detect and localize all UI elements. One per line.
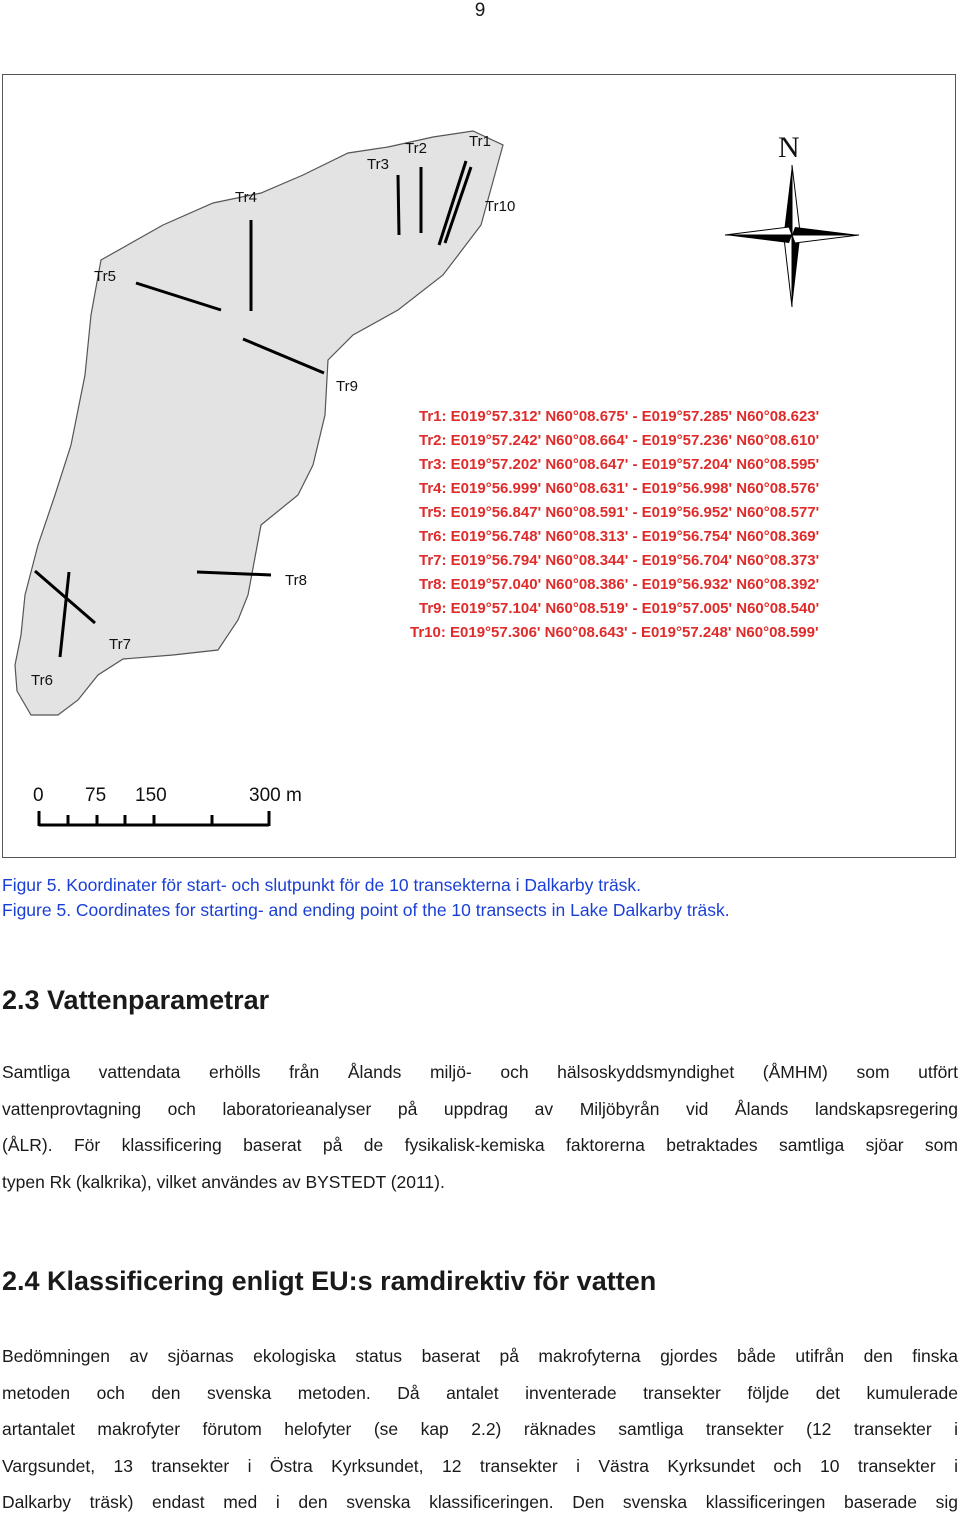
paragraph-line: Samtliga vattendata erhölls från Ålands miljö- och hälsoskyddsmyndighet (ÅMHM) som utfört: [2, 1062, 958, 1082]
coord-tr10: Tr10: E019°57.306' N60°08.643' - E019°57.248' N60°08.599': [410, 624, 819, 641]
coord-tr7: Tr7: E019°56.794' N60°08.344' - E019°56.704' N60°08.373': [419, 552, 820, 569]
section-2-4-paragraph: [2, 1338, 958, 1521]
label-tr10: Tr10: [485, 198, 516, 215]
coord-tr5: Tr5: E019°56.847' N60°08.591' - E019°56.952' N60°08.577': [419, 504, 820, 521]
north-label: N: [778, 131, 800, 164]
label-tr5: Tr5: [94, 268, 116, 285]
coord-tr6: Tr6: E019°56.748' N60°08.313' - E019°56.754' N60°08.369': [419, 528, 820, 545]
coord-tr9: Tr9: E019°57.104' N60°08.519' - E019°57.005' N60°08.540': [419, 600, 820, 617]
paragraph-line: Dalkarby träsk) endast med i den svenska klassificeringen. Den svenska klassificeringen baserade sig: [2, 1492, 958, 1513]
scale-bar: [33, 785, 302, 826]
paragraph-line: typen Rk (kalkrika), vilket användes av BYSTEDT (2011).: [2, 1171, 445, 1192]
scale-label-0: 0: [33, 785, 44, 806]
label-tr4: Tr4: [235, 189, 257, 206]
label-tr6: Tr6: [31, 672, 53, 689]
coord-tr3: Tr3: E019°57.202' N60°08.647' - E019°57.204' N60°08.595': [419, 456, 820, 473]
transect-line-tr3: [398, 175, 399, 235]
lake-map: [3, 75, 957, 859]
section-2-3-paragraph: [2, 1054, 958, 1200]
scale-label-150: 150: [135, 785, 167, 806]
section-heading-2-3: 2.3 Vattenparametrar: [2, 985, 270, 1015]
paragraph-line: metoden och den svenska metoden. Då antalet inventerade transekter följde det kumulerade: [2, 1382, 958, 1403]
paragraph-line: artantalet makrofyter förutom helofyter (se kap 2.2) räknades samtliga transekter (12 transekter i: [2, 1419, 958, 1440]
page-number: 9: [474, 0, 486, 21]
label-tr8: Tr8: [285, 572, 307, 589]
paragraph-line: vattenprovtagning och laboratorieanalyser på uppdrag av Miljöbyrån vid Ålands landskapsregering: [2, 1098, 958, 1119]
coord-tr1: Tr1: E019°57.312' N60°08.675' - E019°57.285' N60°08.623': [419, 408, 820, 425]
lake-map-figure: [2, 74, 956, 858]
paragraph-line: (ÅLR). För klassificering baserat på de fysikalisk-kemiska faktorerna betraktades samtliga sjöar som: [2, 1135, 958, 1156]
coordinate-list: [410, 408, 819, 641]
figure-caption-english: Figure 5. Coordinates for starting- and ending point of the 10 transects in Lake Dalkarby träsk.: [2, 900, 730, 920]
coord-tr4: Tr4: E019°56.999' N60°08.631' - E019°56.998' N60°08.576': [419, 480, 820, 497]
paragraph-line: Bedömningen av sjöarnas ekologiska status baserat på makrofyterna gjordes både utifrån den finska: [2, 1346, 958, 1366]
label-tr3: Tr3: [367, 156, 389, 173]
scale-label-75: 75: [85, 785, 107, 806]
label-tr9: Tr9: [336, 378, 358, 395]
figure-caption-swedish: Figur 5. Koordinater för start- och slutpunkt för de 10 transekterna i Dalkarby träsk.: [2, 875, 642, 895]
coord-tr2: Tr2: E019°57.242' N60°08.664' - E019°57.236' N60°08.610': [419, 432, 820, 449]
scale-label-300: 300 m: [249, 785, 302, 806]
label-tr7: Tr7: [109, 636, 131, 653]
north-arrow-icon: [725, 131, 859, 307]
section-heading-2-4: 2.4 Klassificering enligt EU:s ramdirektiv för vatten: [2, 1266, 657, 1296]
label-tr1: Tr1: [469, 133, 491, 150]
coord-tr8: Tr8: E019°57.040' N60°08.386' - E019°56.932' N60°08.392': [419, 576, 820, 593]
paragraph-line: Vargsundet, 13 transekter i Östra Kyrksundet, 12 transekter i Västra Kyrksundet och 10 transekter i: [2, 1455, 958, 1476]
label-tr2: Tr2: [405, 140, 427, 157]
